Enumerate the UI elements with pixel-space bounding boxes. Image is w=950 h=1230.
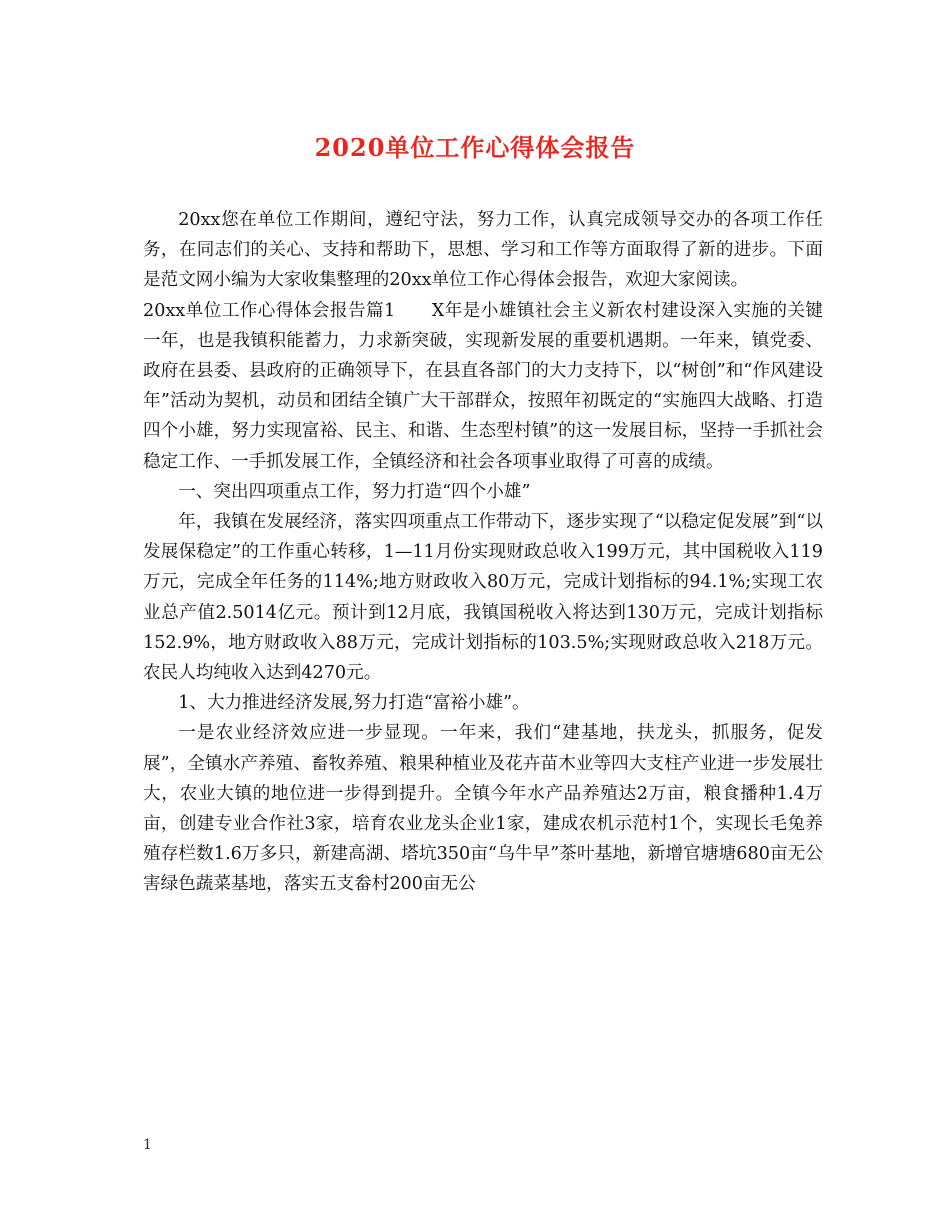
paragraph-report-start: 20xx单位工作心得体会报告篇1 X年是小雄镇社会主义新农村建设深入实施的关键一年，也是我镇积能蓄力，力求新突破，实现新发展的重要机遇期。一年来，镇党委、政府在县委、县政府的正确领导下，在县直各部门的大力支持下，以“树创”和“作风建设年”活动为契机，动员和团结全镇广大干部群众，按照年初既定的“实施四大战略、打造四个小雄，努力实现富裕、民主、和谐、生态型村镇”的这一发展目标，坚持一手抓社会稳定工作、一手抓发展工作，全镇经济和社会各项事业取得了可喜的成绩。 [143, 300, 823, 472]
paragraph-intro: 20xx您在单位工作期间，遵纪守法，努力工作，认真完成领导交办的各项工作任务，在同志们的关心、支持和帮助下，思想、学习和工作等方面取得了新的进步。下面是范文网小编为大家收集整理的20xx单位工作心得体会报告，欢迎大家阅读。 [143, 210, 823, 291]
paragraph-agriculture: 一是农业经济效应进一步显现。一年来，我们“建基地，扶龙头，抓服务，促发展”，全镇水产养殖、畜牧养殖、粮果种植业及花卉苗木业等四大支柱产业进一步发展壮大，农业大镇的地位进一步得到提升。全镇今年水产品养殖达2万亩，粮食播种1.4万亩，创建专业合作社3家，培育农业龙头企业1家，建成农机示范村1个，实现长毛兔养殖存栏数1.6万多只，新建高湖、塔坑350亩“乌牛早”茶叶基地，新增官塘塘680亩无公害绿色蔬菜基地，落实五支畚村200亩无公 [143, 723, 823, 895]
page-number: 1 [143, 1137, 152, 1153]
section-heading: 一、突出四项重点工作，努力打造“四个小雄” [178, 481, 531, 502]
document-title: 2020单位工作心得体会报告 [314, 133, 636, 162]
paragraph-finance: 年，我镇在发展经济，落实四项重点工作带动下，逐步实现了“以稳定促发展”到“以发展保稳定”的工作重心转移，1—11月份实现财政总收入199万元，其中国税收入119万元，完成全年任务的114%;地方财政收入80万元，完成计划指标的94.1%;实现工农业总产值2.5014亿元。预计到12月底，我镇国税收入将达到130万元，完成计划指标152.9%，地方财政收入88万元，完成计划指标的103.5%;实现财政总收入218万元。农民人均纯收入达到4270元。 [143, 512, 823, 684]
subsection-heading: 1、大力推进经济发展,努力打造“富裕小雄”。 [178, 693, 530, 714]
document-body [143, 205, 823, 900]
